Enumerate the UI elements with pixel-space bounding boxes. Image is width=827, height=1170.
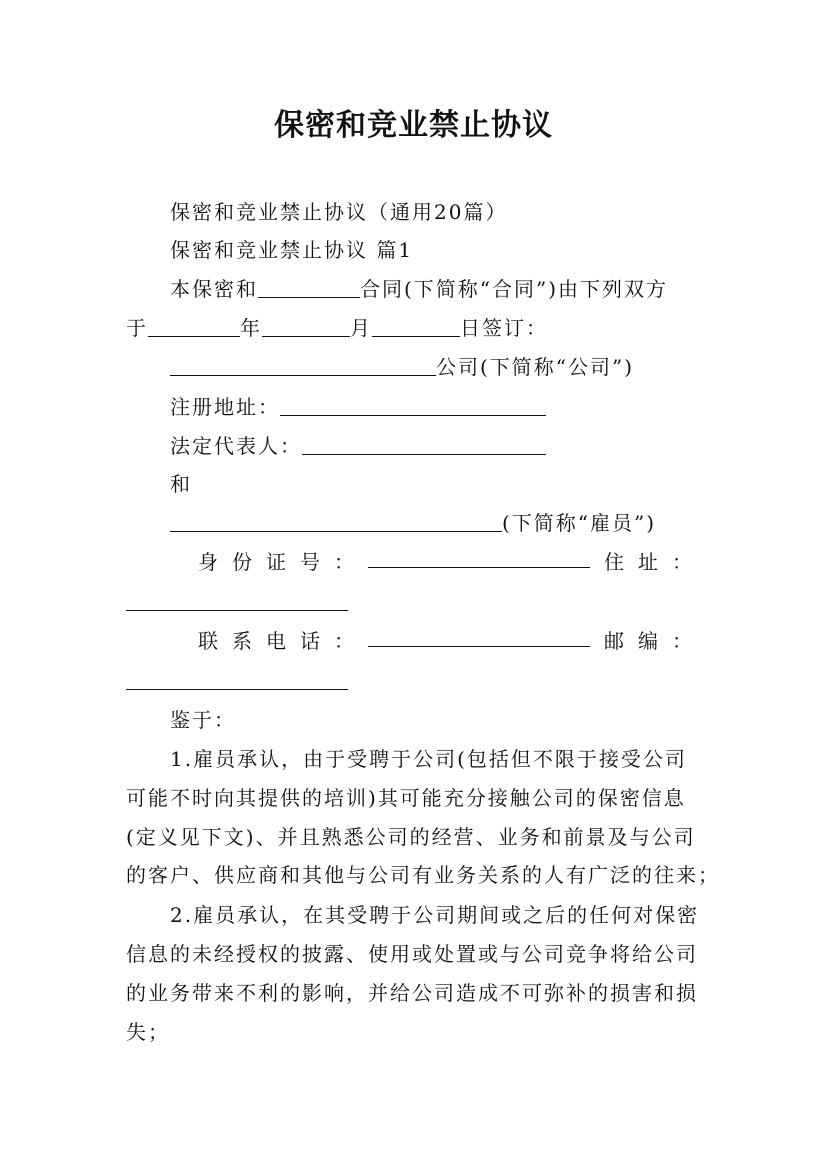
- phone-label-char: 话: [300, 629, 320, 653]
- year-blank: [148, 316, 240, 337]
- id-label-char: 号: [300, 550, 320, 574]
- employee-label: (下简称“雇员”): [502, 511, 657, 535]
- postcode-label-char: 邮: [604, 629, 624, 653]
- clause2-line: 信息的未经授权的披露、使用或处置或与公司竞争将给公司: [126, 942, 698, 966]
- company-name-blank: [170, 355, 436, 376]
- postcode-label-char: 编: [638, 629, 658, 653]
- contract-name-blank: [258, 277, 360, 298]
- phone-blank: [368, 626, 590, 647]
- legal-rep-line: [170, 431, 702, 461]
- clause1-line: 可能不时向其提供的培训)其可能充分接触公司的保密信息: [126, 786, 686, 810]
- document-title: 保密和竞业禁止协议: [274, 108, 553, 143]
- address-blank: [126, 590, 348, 611]
- day-blank: [372, 316, 460, 337]
- year-label: 年: [240, 316, 262, 340]
- phone-label-char: 系: [232, 629, 252, 653]
- company-label: 公司(下简称“公司”): [436, 355, 635, 379]
- clause2-line: 的业务带来不利的影响，并给公司造成不可弥补的损害和损: [126, 981, 698, 1005]
- address-label-char: 住: [604, 550, 624, 574]
- and-word: 和: [170, 472, 192, 496]
- id-label-char: 份: [232, 550, 252, 574]
- id-label-char: 身: [198, 550, 218, 574]
- clause1-line: (定义见下文)、并且熟悉公司的经营、业务和前景及与公司: [126, 825, 696, 849]
- postcode-blank: [126, 669, 348, 690]
- clause2-line: 失；: [126, 1020, 170, 1044]
- id-number-blank: [368, 547, 590, 568]
- registered-address-blank: [280, 395, 546, 416]
- id-label-char: 证: [266, 550, 286, 574]
- clause1-line: 的客户、供应商和其他与公司有业务关系的人有广泛的往来；: [126, 863, 720, 887]
- intro-line-2: [126, 313, 702, 343]
- clause1-line: 1.雇员承认，由于受聘于公司(包括但不限于接受公司: [170, 747, 687, 771]
- employee-line: [170, 508, 702, 538]
- date-signed-label: 日签订：: [460, 316, 548, 340]
- intro-text-2: 合同(下简称“合同”)由下列双方: [360, 277, 669, 301]
- id-label-char: ：: [334, 550, 354, 574]
- address-blank-line: [126, 587, 702, 617]
- legal-rep-label: 法定代表人：: [170, 434, 302, 458]
- id-address-line: [198, 547, 692, 577]
- address-label-char: ：: [672, 550, 692, 574]
- employee-name-blank: [170, 511, 502, 532]
- legal-rep-blank: [302, 434, 546, 455]
- company-line: [170, 352, 702, 382]
- intro-text-1: 本保密和: [170, 277, 258, 301]
- phone-postcode-line: [198, 626, 692, 656]
- document-subtitle: 保密和竞业禁止协议（通用20篇）: [170, 200, 508, 224]
- section-heading: 保密和竞业禁止协议 篇1: [170, 238, 414, 262]
- intro-line-1: [170, 274, 702, 304]
- intro-text-3: 于: [126, 316, 148, 340]
- clause2-line: 2.雇员承认，在其受聘于公司期间或之后的任何对保密: [170, 903, 700, 927]
- phone-label-char: 联: [198, 629, 218, 653]
- postcode-label-char: ：: [672, 629, 692, 653]
- postcode-blank-line: [126, 666, 702, 696]
- phone-label-char: 电: [266, 629, 286, 653]
- month-label: 月: [350, 316, 372, 340]
- whereas-heading: 鉴于：: [170, 708, 236, 732]
- registered-address-label: 注册地址：: [170, 395, 280, 419]
- month-blank: [262, 316, 350, 337]
- registered-address-line: [170, 392, 702, 422]
- phone-label-char: ：: [334, 629, 354, 653]
- address-label-char: 址: [638, 550, 658, 574]
